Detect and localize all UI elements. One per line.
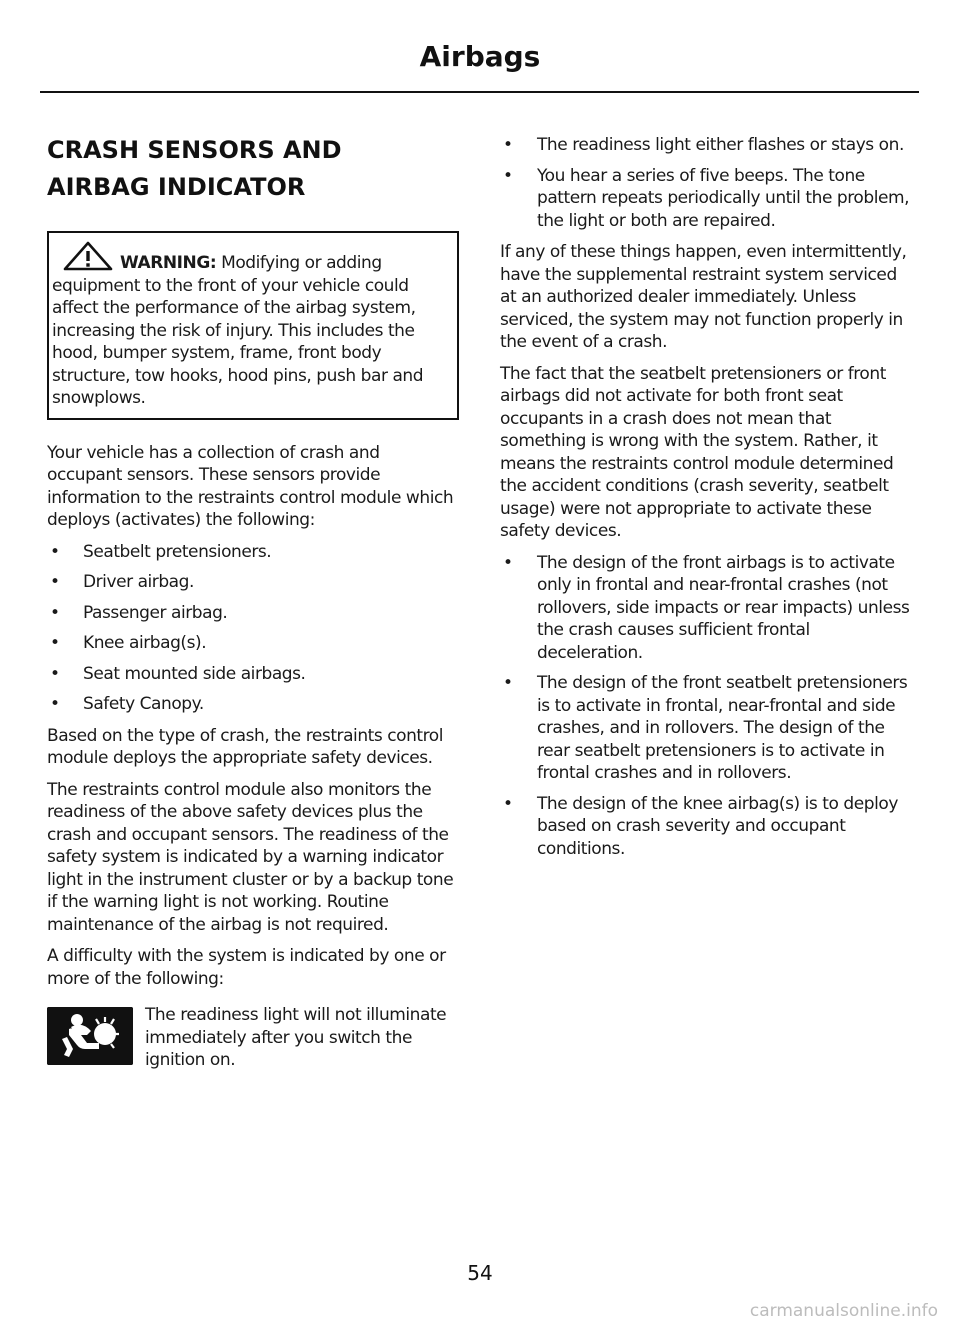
warning-label: WARNING: — [120, 253, 217, 273]
airbag-indicator-icon — [47, 1007, 133, 1065]
symptom-list — [500, 134, 914, 232]
right-column — [500, 134, 914, 869]
warning-box — [47, 231, 459, 420]
paragraph-monitoring: The restraints control module also monitors the readiness of the above safety devices plus the crash and occupant sensors. The readiness of the safety system is indicated by a warning indicator light in the instrument cluster or by a backup tone if the warning light is not working. Routine maintenance of the airbag is not required. — [47, 779, 454, 935]
list-item: • The readiness light either flashes or stays on. — [503, 135, 904, 155]
list-item: • The design of the knee airbag(s) is to deploy based on crash severity and occupant conditions. — [503, 793, 898, 859]
paragraph-activation: The fact that the seatbelt pretensioners or front airbags did not activate for both front seat occupants in a crash does not mean that something is wrong with the system. Rather, it means the restraints control module determined the accident conditions (crash severity, seatbelt usage) were not appropriate to activate these safety devices. — [500, 363, 894, 541]
list-item: • You hear a series of five beeps. The tone pattern repeats periodically until the problem, the light or both are repaired. — [503, 165, 910, 231]
deployed-devices-list — [47, 541, 459, 716]
paragraph-service: If any of these things happen, even intermittently, have the supplemental restraint system serviced at an authorized dealer immediately. Unless serviced, the system may not function properly in the event of a crash. — [500, 242, 907, 352]
header-divider — [40, 91, 919, 93]
indicator-description: The readiness light will not illuminate immediately after you switch the ignition on. — [145, 1005, 447, 1070]
indicator-row — [47, 1004, 459, 1074]
section-title — [47, 135, 459, 203]
watermark: carmanualsonline.info — [749, 1301, 938, 1321]
warning-triangle-icon — [62, 241, 114, 271]
list-item: • Safety Canopy. — [50, 694, 204, 714]
list-item: • Seatbelt pretensioners. — [50, 541, 272, 562]
intro-paragraph: Your vehicle has a collection of crash and occupant sensors. These sensors provide information to the restraints control module which deploys (activates) the following: — [47, 442, 454, 530]
page-header-title: Airbags — [419, 40, 541, 73]
section-title-line-2: AIRBAG INDICATOR — [47, 173, 306, 201]
list-item: • The design of the front seatbelt pretensioners is to activate in frontal, near-frontal and side crashes, and in rollovers. The design of the rear seatbelt pretensioners is to activate in frontal crashes and in rollovers. — [503, 673, 908, 783]
design-list — [500, 552, 914, 861]
list-item: • The design of the front airbags is to activate only in frontal and near-frontal crashes (not rollovers, side impacts or rear impacts) unless the crash causes sufficient frontal deceleration. — [503, 552, 910, 663]
list-item: • Driver airbag. — [50, 572, 194, 592]
page-number: 54 — [467, 1261, 493, 1285]
paragraph-crash-type: Based on the type of crash, the restraints control module deploys the appropriate safety devices. — [47, 725, 443, 768]
warning-text: Modifying or adding equipment to the front of your vehicle could affect the performance of the airbag system, increasing the risk of injury. This includes the hood, bumper system, frame, front body structure, tow hooks, hood pins, push bar and snowplows. — [52, 253, 424, 408]
left-column — [47, 130, 459, 1074]
list-item: • Passenger airbag. — [50, 602, 228, 623]
list-item: • Seat mounted side airbags. — [50, 663, 306, 684]
paragraph-difficulty: A difficulty with the system is indicated by one or more of the following: — [47, 946, 446, 989]
list-item: • Knee airbag(s). — [50, 633, 207, 653]
section-title-line-1: CRASH SENSORS AND — [47, 136, 342, 164]
